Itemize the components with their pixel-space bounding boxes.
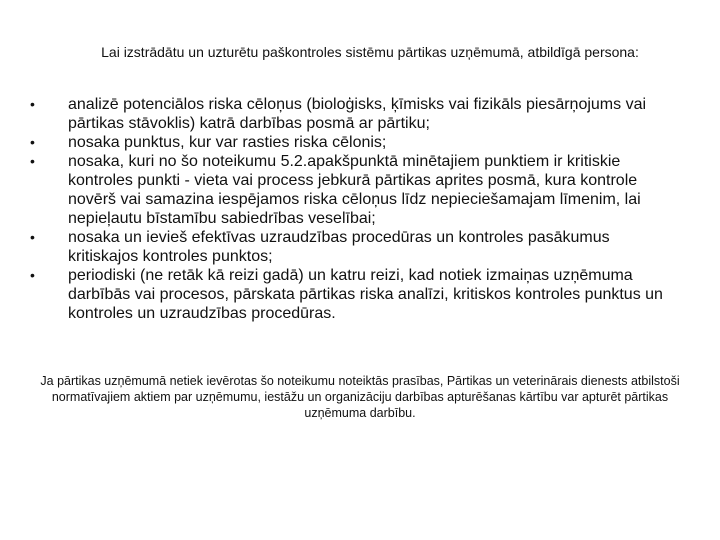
list-item-text: analizē potenciālos riska cēloņus (bioloģisks, ķīmisks vai fizikāls piesārņojums vai pārtikas stāvoklis) katrā darbības posmā ar pārtiku; xyxy=(68,96,647,132)
bullet-icon: • xyxy=(30,267,35,283)
list-item xyxy=(30,266,680,323)
bullet-list xyxy=(30,95,680,323)
list-item xyxy=(30,152,680,228)
list-item-text: nosaka punktus, kur var rasties riska cēlonis; xyxy=(68,134,387,151)
slide-heading: Lai izstrādātu un uzturētu paškontroles sistēmu pārtikas uzņēmumā, atbildīgā persona: xyxy=(101,44,639,60)
bullet-icon: • xyxy=(30,96,35,112)
list-item-text: periodiski (ne retāk kā reizi gadā) un katru reizi, kad notiek izmaiņas uzņēmuma darbībās vai procesos, pārskata pārtikas riska analīzi, kritiskos kontroles punktus un kontroles un uzraudzības procedūras. xyxy=(68,267,663,322)
list-item xyxy=(30,133,680,152)
list-item xyxy=(30,228,680,266)
bullet-icon: • xyxy=(30,153,35,169)
footer-note: Ja pārtikas uzņēmumā netiek ievērotas šo noteikumu noteiktās prasības, Pārtikas un veterinārais dienests atbilstoši normatīvajiem aktiem par uzņēmumu, iestāžu un organizāciju darbības apturēšanas kārtību var apturēt pārtikas uzņēmuma darbību. xyxy=(40,374,680,420)
list-item-text: nosaka un ievieš efektīvas uzraudzības procedūras un kontroles pasākumus kritiskajos kontroles punktos; xyxy=(68,229,610,265)
list-item xyxy=(30,95,680,133)
bullet-icon: • xyxy=(30,229,35,245)
list-item-text: nosaka, kuri no šo noteikumu 5.2.apakšpunktā minētajiem punktiem ir kritiskie kontroles punkti - vieta vai process jebkurā pārtikas aprites posmā, kura kontrole novērš vai samazina iespējamos riska cēloņus līdz nepieciešamajam līmenim, lai nepieļautu bīstamību sabiedrības veselībai; xyxy=(68,153,641,227)
bullet-icon: • xyxy=(30,134,35,150)
